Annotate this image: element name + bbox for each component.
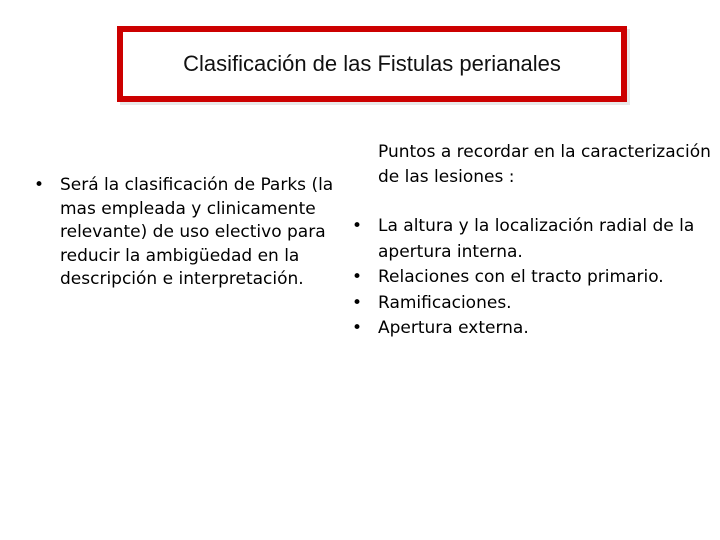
bullet-icon: • bbox=[352, 267, 363, 287]
left-bullet-list bbox=[34, 174, 344, 292]
bullet-icon: • bbox=[34, 175, 45, 195]
right-bullet-list bbox=[352, 214, 712, 342]
right-bullet-item bbox=[352, 316, 712, 342]
right-bullet-item bbox=[352, 265, 712, 291]
bullet-icon: • bbox=[352, 216, 363, 236]
right-bullet-text: Relaciones con el tracto primario. bbox=[378, 267, 664, 287]
left-column bbox=[34, 174, 344, 292]
right-intro-text: Puntos a recordar en la caracterización de las lesiones : bbox=[378, 142, 711, 187]
right-column bbox=[352, 140, 712, 342]
bullet-icon: • bbox=[352, 318, 363, 338]
right-bullet-text: Ramificaciones. bbox=[378, 292, 512, 313]
right-bullet-item bbox=[352, 214, 712, 265]
left-bullet-item bbox=[34, 174, 344, 292]
bullet-icon: • bbox=[352, 292, 363, 313]
slide-title: Clasificación de las Fistulas perianales bbox=[183, 51, 561, 76]
right-bullet-item bbox=[352, 291, 712, 317]
right-bullet-text: Apertura externa. bbox=[378, 318, 529, 338]
left-bullet-text: Será la clasificación de Parks (la mas empleada y clinicamente relevante) de uso electivo para reducir la ambigüedad en la descripción e interpretación. bbox=[60, 175, 334, 289]
right-bullet-text: La altura y la localización radial de la apertura interna. bbox=[378, 216, 695, 262]
title-box bbox=[117, 26, 627, 102]
